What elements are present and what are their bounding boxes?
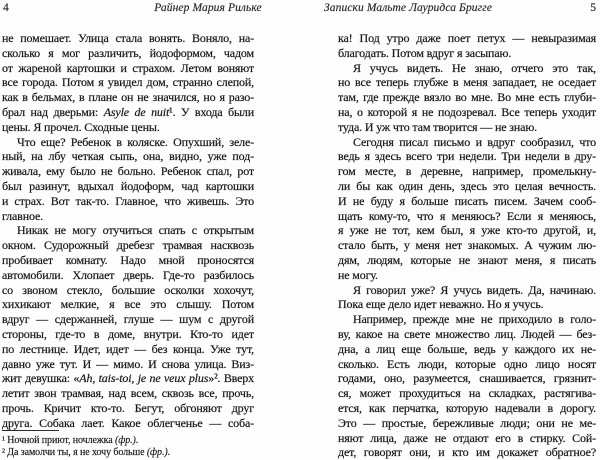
text-line: щать кому-то, что я меняюсь? Если я меняюсь, (338, 208, 596, 223)
text-line: летит звон трамвая, над всем, сквозь все, прочь, (2, 386, 254, 401)
left-page-number: 4 (3, 2, 9, 14)
text-line: дна, а лиц еще больше, ведь у каждого их не- (338, 341, 596, 356)
text-line: стало быть, у меня нет знакомых. А чужим лю- (338, 238, 596, 253)
left-page-text-column (2, 31, 254, 431)
text-line: благодать. Потом вдруг я засыпаю. (338, 45, 512, 60)
text-line: окном. Судорожный дребезг трамвая насквозь (2, 238, 254, 253)
text-line: друга. Собака лает. Какое облегченье — соба- (2, 415, 254, 430)
text-line: со звоном стекло, большие осколки хохочут, (2, 282, 254, 297)
text-line: няют лица, даже не отдают его в стирку. Сой- (338, 430, 596, 445)
text-line: на, о которой я не подозревал. Все теперь уходит (338, 104, 596, 119)
text-line: вдруг — сдержанней, глуше — шум с другой (2, 312, 254, 327)
text-line: хихикают мелкие, я все это слышу. Потом (2, 297, 254, 312)
text-line: сколько я мог различить, йодоформом, чадом (2, 45, 254, 60)
text-line: я уже не тот, кем был, я уже кто-то другой, и, (338, 223, 596, 238)
text-line: ный, на лбу четкая сыпь, она, видно, уже под- (2, 149, 254, 164)
text-line: ется, как перчатка, которую надевали в дорогу. (338, 400, 596, 415)
text-line: пробивает комнату. Надо мной проносятся (2, 252, 254, 267)
text-line: Сегодня писал письмо и вдруг сообразил, что (353, 134, 596, 149)
text-line: годами, оно, разумеется, снашивается, грязнит- (338, 371, 596, 386)
text-line: стороны, где-то в доме, внутри. Кто-то идет (2, 326, 254, 341)
text-line: от жареной картошки и страхом. Летом воняют (2, 60, 254, 75)
footnote: ² Да замолчи ты, я не хочу больше (фр.). (2, 447, 170, 459)
left-running-title: Райнер Мария Рильке (154, 2, 262, 14)
text-line: Пока еще дело идет неважно. Но я учусь. (338, 297, 544, 312)
text-line: автомобили. Хлопает дверь. Где-то разбилось (2, 267, 254, 282)
footnote: ¹ Ночной приют, ночлежка (фр.). (2, 435, 139, 446)
text-line: Что еще? Ребенок в коляске. Опухший, зеле- (17, 134, 254, 149)
text-line: по лестнице. Идет, идет — без конца. Уже тут, (2, 341, 254, 356)
text-line: дет, говорят они, и кто им докажет обратное? (338, 445, 596, 460)
text-line: и страх. Вот так-то. Главное, что живешь. Это (2, 193, 254, 208)
text-line: жит девушка: «Ah, tais-toi, je ne veux plus»². Вверх (2, 371, 255, 386)
text-line: прочь. Кричит кто-то. Бегут, обгоняют друг (2, 400, 254, 415)
text-line: ву, какое на свете множество лиц. Людей — без- (338, 326, 596, 341)
right-running-title: Записки Мальте Лауридса Бригге (323, 2, 493, 14)
text-line: все города. Потом я увидел дом, странно слепой, (2, 75, 254, 90)
footnote-list (2, 435, 254, 460)
text-line: ли бы как один день, здесь это целая вечность. (338, 178, 596, 193)
text-line: ведь я здесь всего три недели. Три недели в дру- (338, 149, 596, 164)
text-line: не помешает. Улица стала вонять. Воняло, на- (2, 31, 254, 45)
text-line: был разинут, вдыхал йодоформ, чад картошки (2, 178, 254, 193)
text-line: туда. И уж что там творится — не знаю. (338, 119, 537, 134)
footnote-separator (2, 430, 59, 431)
text-line: там, где прежде вязло во мне. Во мне есть глуби- (338, 90, 596, 105)
footnote-block (2, 430, 254, 460)
text-line: Например, прежде мне не приходило в голо- (353, 312, 596, 327)
text-line: Я говорил уже? Я учусь видеть. Да, начинаю. (353, 282, 596, 297)
text-line: сколько. Есть люди, которые одно лицо носят (338, 356, 596, 371)
text-line: цены. Я прочел. Сходные цены. (2, 119, 160, 134)
text-line: не могу. (338, 267, 378, 282)
text-line: дям, людям, которые не знают меня, я писать (338, 252, 596, 267)
text-line: И не буду я больше писать писем. Зачем сооб- (338, 193, 596, 208)
right-page-number: 5 (590, 2, 596, 14)
text-line: как в бельмах, в плане он не значился, но я разо- (2, 90, 254, 105)
text-line: давно уже тут. И — мимо. И снова улица. Виз- (2, 356, 254, 371)
text-line: главное. (2, 208, 43, 223)
text-line: Я учусь видеть. Не знаю, отчего это так, (353, 60, 596, 75)
text-line: живала, ему было не больно. Ребенок спал, рот (2, 164, 254, 179)
text-line: ся, может прохудиться на складках, растягива- (338, 386, 596, 401)
text-line: гом месте, в деревне, например, промелькну- (338, 164, 596, 179)
text-line: Это — простые, бережливые люди; они не ме- (338, 415, 596, 430)
right-page-text-column (338, 31, 596, 460)
text-line: но все теперь глубже в меня западает, не оседает (338, 75, 596, 90)
text-line: ка! Под утро даже поет петух — невыразимая (338, 31, 596, 45)
text-line: брал над дверьми: Asyle de nuit¹. У входа были (2, 104, 255, 119)
text-line: Никак не могу отучиться спать с открытым (17, 223, 254, 238)
